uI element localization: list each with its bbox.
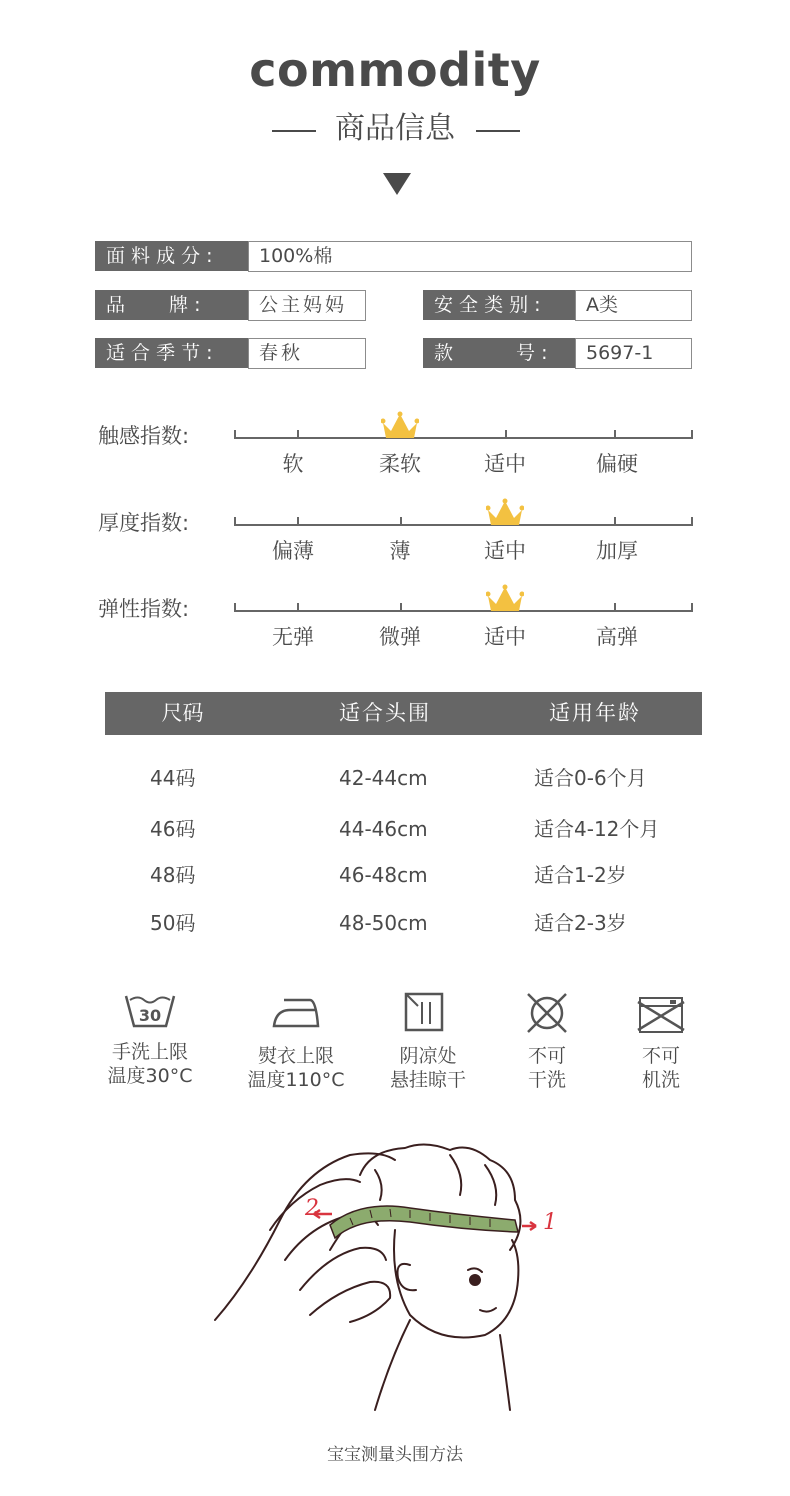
index-label: 触感指数: <box>98 424 190 448</box>
circumference-cell: 48-50cm <box>339 911 428 935</box>
care-iron-line1: 熨衣上限 <box>257 1045 334 1067</box>
no-dry-clean-icon <box>524 990 570 1036</box>
age-cell: 适合4-12个月 <box>534 817 660 841</box>
crown-selected-icon <box>381 411 419 441</box>
index-scale-tick <box>614 430 616 439</box>
index-option: 薄 <box>389 539 411 563</box>
index-option: 适中 <box>484 539 526 563</box>
age-cell: 适合0-6个月 <box>534 766 647 790</box>
index-scale-tick <box>691 603 693 612</box>
age-cell: 适合1-2岁 <box>534 863 627 887</box>
header-size: 尺码 <box>161 701 204 725</box>
index-option: 偏薄 <box>272 539 314 563</box>
crown-selected-icon <box>486 584 524 614</box>
index-label: 弹性指数: <box>98 597 190 621</box>
no-machine-wash-icon <box>636 994 686 1036</box>
shade-dry-icon <box>404 992 444 1032</box>
index-scale-tick <box>505 430 507 439</box>
safety-label: 安 全 类 别 : <box>423 290 575 320</box>
marker-1: 1 <box>543 1210 557 1235</box>
circumference-cell: 46-48cm <box>339 863 428 887</box>
model-value: 5697-1 <box>575 338 692 369</box>
index-scale-tick <box>234 517 236 526</box>
care-shade-line2: 悬挂晾干 <box>389 1069 466 1091</box>
index-scale-tick <box>234 603 236 612</box>
section-subtitle: 商品信息 <box>335 111 455 146</box>
index-option: 柔软 <box>379 452 421 476</box>
brand-value: 公主妈妈 <box>248 290 366 321</box>
index-option: 偏硬 <box>596 452 638 476</box>
index-scale-tick <box>614 517 616 526</box>
care-handwash-line2: 温度30°C <box>107 1065 193 1087</box>
index-option: 适中 <box>484 452 526 476</box>
size-cell: 48码 <box>150 863 196 887</box>
header-age: 适用年龄 <box>549 701 641 725</box>
index-scale-tick <box>691 517 693 526</box>
care-shade-line1: 阴凉处 <box>399 1045 457 1067</box>
fabric-value: 100%棉 <box>248 241 692 272</box>
index-option: 加厚 <box>596 539 638 563</box>
head-measurement-illustration <box>210 1130 570 1420</box>
index-scale-tick <box>614 603 616 612</box>
index-scale-line <box>234 610 693 612</box>
down-triangle-icon <box>383 173 411 195</box>
index-scale-line <box>234 524 693 526</box>
brand-label: 品 牌 : <box>95 290 248 320</box>
size-cell: 50码 <box>150 911 196 935</box>
index-scale-tick <box>297 603 299 612</box>
fabric-label: 面 料 成 分 : <box>95 241 248 271</box>
index-label: 厚度指数: <box>98 511 190 535</box>
care-iron-line2: 温度110°C <box>247 1069 345 1091</box>
index-option: 无弹 <box>272 625 314 649</box>
index-option: 微弹 <box>379 625 421 649</box>
crown-selected-icon <box>486 498 524 528</box>
index-option: 高弹 <box>596 625 638 649</box>
index-option: 适中 <box>484 625 526 649</box>
index-scale-line <box>234 437 693 439</box>
page-title: commodity <box>249 43 541 97</box>
circumference-cell: 44-46cm <box>339 817 428 841</box>
header-head-circumference: 适合头围 <box>339 701 431 725</box>
care-machinewash-line1: 不可 <box>641 1045 680 1067</box>
care-machinewash-line2: 机洗 <box>641 1069 680 1091</box>
index-scale-tick <box>691 430 693 439</box>
marker-2: 2 <box>305 1196 319 1221</box>
index-scale-tick <box>400 517 402 526</box>
care-handwash-line1: 手洗上限 <box>111 1041 188 1063</box>
index-scale-tick <box>297 430 299 439</box>
svg-text:30: 30 <box>138 1006 162 1025</box>
circumference-cell: 42-44cm <box>339 766 428 790</box>
index-scale-tick <box>297 517 299 526</box>
index-scale-tick <box>234 430 236 439</box>
index-scale-tick <box>400 603 402 612</box>
iron-icon <box>270 996 322 1030</box>
hand-wash-icon <box>124 992 176 1028</box>
subtitle-line-right <box>476 130 520 132</box>
size-cell: 46码 <box>150 817 196 841</box>
season-label: 适 合 季 节 : <box>95 338 248 368</box>
illustration-caption: 宝宝测量头围方法 <box>327 1445 463 1465</box>
care-drywash-line1: 不可 <box>527 1045 566 1067</box>
index-option: 软 <box>282 452 304 476</box>
season-value: 春秋 <box>248 338 366 369</box>
care-drywash-line2: 干洗 <box>527 1069 566 1091</box>
safety-value: A类 <box>575 290 692 321</box>
model-label: 款 号 : <box>423 338 575 368</box>
size-cell: 44码 <box>150 766 196 790</box>
age-cell: 适合2-3岁 <box>534 911 627 935</box>
